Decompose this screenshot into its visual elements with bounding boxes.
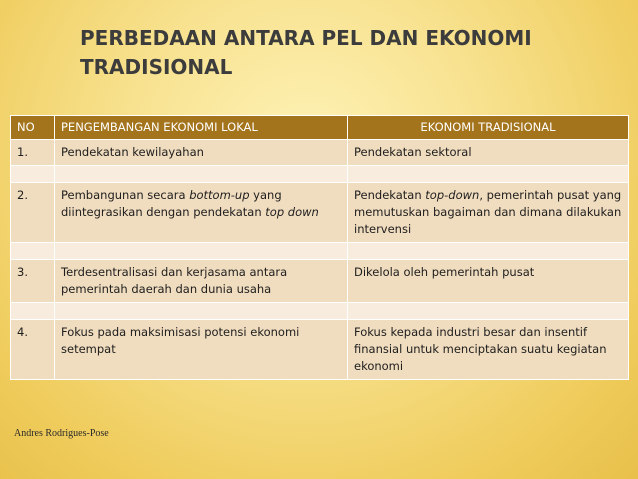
row-number: 3. (11, 260, 55, 303)
traditional-cell (348, 320, 629, 380)
spacer-row (11, 303, 629, 320)
cell-italic-text: top down (265, 205, 319, 219)
traditional-cell (348, 183, 629, 243)
cell-text: Pendekatan sektoral (354, 145, 472, 159)
author-credit: Andres Rodrigues-Pose (14, 428, 109, 439)
comparison-table (10, 115, 629, 380)
cell-text: Pendekatan kewilayahan (61, 145, 204, 159)
table-row (11, 320, 629, 380)
spacer-row (11, 243, 629, 260)
header-no: NO (11, 116, 55, 140)
cell-text: yang diintegrasikan dengan pendekatan (61, 188, 282, 219)
cell-text: Terdesentralisasi dan kerjasama antara pemerintah daerah dan dunia usaha (61, 265, 288, 296)
table-row (11, 183, 629, 243)
header-traditional: EKONOMI TRADISIONAL (348, 116, 629, 140)
header-pel: PENGEMBANGAN EKONOMI LOKAL (55, 116, 348, 140)
cell-italic-text: top-down (425, 188, 480, 202)
pel-cell (55, 260, 348, 303)
table-header-row (11, 116, 629, 140)
cell-text: Pembangunan secara (61, 188, 190, 202)
traditional-cell (348, 260, 629, 303)
cell-text: Dikelola oleh pemerintah pusat (354, 265, 535, 279)
cell-text: Pendekatan (354, 188, 426, 202)
row-number: 2. (11, 183, 55, 243)
cell-text: Fokus pada maksimisasi potensi ekonomi setempat (61, 325, 300, 356)
pel-cell (55, 183, 348, 243)
pel-cell (55, 140, 348, 166)
spacer-row (11, 166, 629, 183)
row-number: 4. (11, 320, 55, 380)
row-number: 1. (11, 140, 55, 166)
pel-cell (55, 320, 348, 380)
cell-text: Fokus kepada industri besar dan insentif finansial untuk menciptakan suatu kegiatan ekonomi (354, 325, 607, 373)
cell-italic-text: bottom-up (189, 188, 250, 202)
table-row (11, 260, 629, 303)
table-row (11, 140, 629, 166)
cell-text: , pemerintah pusat yang memutuskan bagaiman dan dimana dilakukan intervensi (354, 188, 622, 236)
slide-title: PERBEDAAN ANTARA PEL DAN EKONOMI TRADISIONAL (80, 26, 532, 79)
traditional-cell (348, 140, 629, 166)
